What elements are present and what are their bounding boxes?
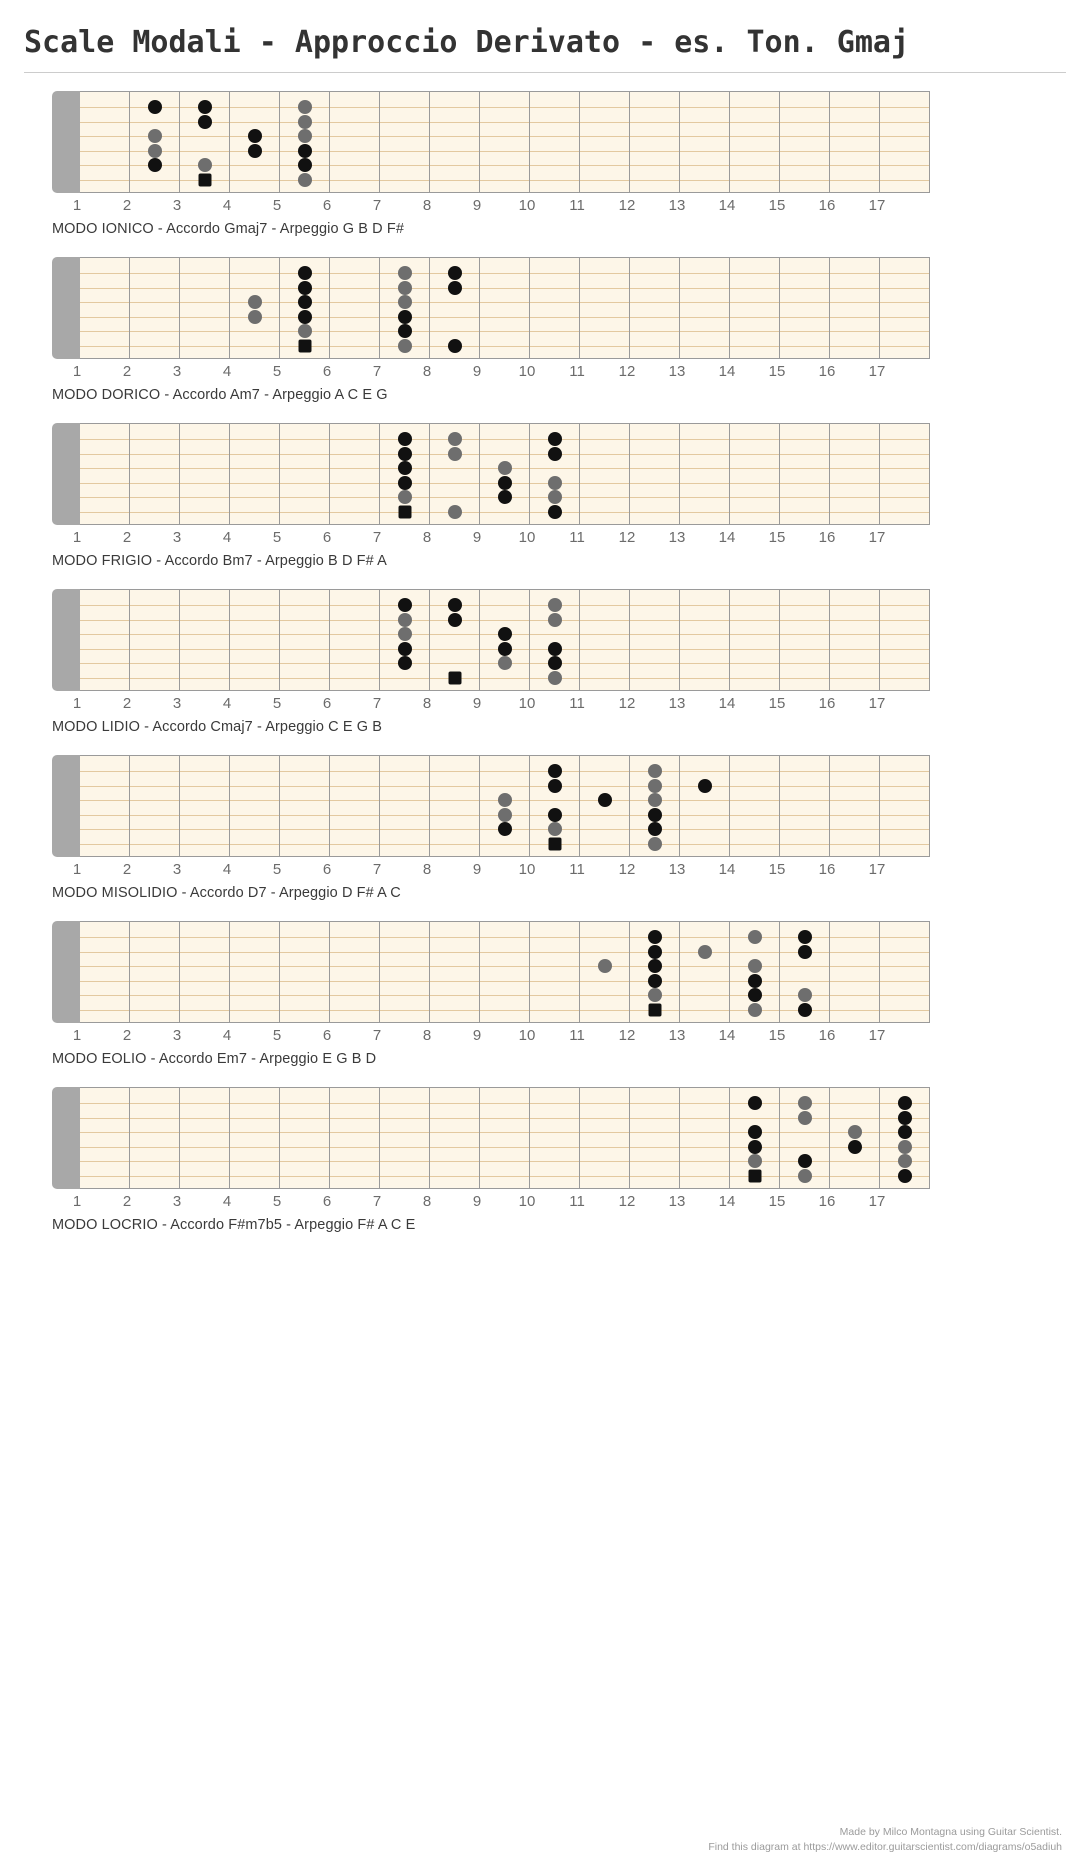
fretboard-diagram xyxy=(24,423,1066,569)
note-marker[interactable] xyxy=(648,959,662,973)
fret-number-row xyxy=(52,691,902,715)
fret-number: 8 xyxy=(422,1193,432,1211)
note-marker[interactable] xyxy=(398,490,412,504)
fret-number: 8 xyxy=(422,1027,432,1045)
fret-number: 9 xyxy=(472,861,482,879)
note-marker[interactable] xyxy=(299,339,312,352)
note-marker[interactable] xyxy=(448,447,462,461)
note-marker[interactable] xyxy=(448,598,462,612)
fret-number: 16 xyxy=(818,1027,836,1045)
fret-number: 5 xyxy=(272,197,282,215)
fret-number: 1 xyxy=(72,1027,82,1045)
note-marker[interactable] xyxy=(798,945,812,959)
fret-number: 10 xyxy=(518,695,536,713)
fret-number: 6 xyxy=(322,1193,332,1211)
fret-number: 15 xyxy=(768,1027,786,1045)
fret-number: 9 xyxy=(472,1027,482,1045)
fret-number: 17 xyxy=(868,529,886,547)
note-markers xyxy=(80,1088,929,1188)
diagram-caption: MODO IONICO - Accordo Gmaj7 - Arpeggio G B D F# xyxy=(52,221,404,238)
note-marker[interactable] xyxy=(298,100,312,114)
nut-block xyxy=(52,257,80,359)
fretboard-grid xyxy=(80,1087,930,1189)
fret-number: 4 xyxy=(222,695,232,713)
fret-number: 14 xyxy=(718,363,736,381)
fret-number: 12 xyxy=(618,363,636,381)
note-marker[interactable] xyxy=(749,1169,762,1182)
fretboard-diagram xyxy=(24,755,1066,901)
note-marker[interactable] xyxy=(448,613,462,627)
note-marker[interactable] xyxy=(898,1096,912,1110)
fret-number: 3 xyxy=(172,1193,182,1211)
fret-number: 10 xyxy=(518,1193,536,1211)
fret-number: 14 xyxy=(718,197,736,215)
nut-block xyxy=(52,921,80,1023)
note-marker[interactable] xyxy=(748,959,762,973)
fret-number: 14 xyxy=(718,861,736,879)
note-marker[interactable] xyxy=(548,808,562,822)
fret-number: 1 xyxy=(72,529,82,547)
fret-number: 8 xyxy=(422,695,432,713)
fretboard-diagram xyxy=(24,257,1066,403)
note-marker[interactable] xyxy=(548,490,562,504)
note-marker[interactable] xyxy=(548,447,562,461)
note-marker[interactable] xyxy=(398,324,412,338)
note-markers xyxy=(80,590,929,690)
note-marker[interactable] xyxy=(898,1140,912,1154)
fret-number: 5 xyxy=(272,529,282,547)
note-marker[interactable] xyxy=(198,100,212,114)
fret-number: 6 xyxy=(322,363,332,381)
note-markers xyxy=(80,922,929,1022)
fret-number: 10 xyxy=(518,861,536,879)
fretboard xyxy=(52,589,932,691)
fret-number: 17 xyxy=(868,363,886,381)
fret-number: 8 xyxy=(422,363,432,381)
fret-number: 6 xyxy=(322,197,332,215)
fret-number: 2 xyxy=(122,529,132,547)
fret-number: 17 xyxy=(868,1027,886,1045)
fret-number: 15 xyxy=(768,529,786,547)
note-marker[interactable] xyxy=(548,764,562,778)
note-marker[interactable] xyxy=(298,295,312,309)
fret-number: 3 xyxy=(172,1027,182,1045)
fret-number: 2 xyxy=(122,1027,132,1045)
note-marker[interactable] xyxy=(398,598,412,612)
fret-number: 11 xyxy=(569,1027,585,1045)
note-marker[interactable] xyxy=(748,1140,762,1154)
fret-number: 5 xyxy=(272,861,282,879)
note-marker[interactable] xyxy=(748,1096,762,1110)
fret-number: 14 xyxy=(718,1193,736,1211)
fret-number: 8 xyxy=(422,529,432,547)
note-marker[interactable] xyxy=(798,1003,812,1017)
note-marker[interactable] xyxy=(798,1154,812,1168)
footer-credit xyxy=(708,1825,1062,1855)
diagram-caption: MODO LOCRIO - Accordo F#m7b5 - Arpeggio F# A C E xyxy=(52,1217,416,1234)
note-markers xyxy=(80,424,929,524)
note-marker[interactable] xyxy=(498,627,512,641)
fret-number: 1 xyxy=(72,1193,82,1211)
note-marker[interactable] xyxy=(549,837,562,850)
fret-number: 16 xyxy=(818,861,836,879)
note-marker[interactable] xyxy=(298,173,312,187)
fret-number: 6 xyxy=(322,695,332,713)
fret-number: 7 xyxy=(372,861,382,879)
note-marker[interactable] xyxy=(298,144,312,158)
note-marker[interactable] xyxy=(498,490,512,504)
fret-line xyxy=(929,258,930,358)
fret-number: 15 xyxy=(768,861,786,879)
fret-number: 2 xyxy=(122,1193,132,1211)
diagram-list xyxy=(24,91,1066,1233)
note-marker[interactable] xyxy=(748,988,762,1002)
note-marker[interactable] xyxy=(298,158,312,172)
fretboard xyxy=(52,1087,932,1189)
fret-number: 14 xyxy=(718,529,736,547)
fret-number: 17 xyxy=(868,1193,886,1211)
fret-number-row xyxy=(52,359,902,383)
fretboard-grid xyxy=(80,921,930,1023)
note-marker[interactable] xyxy=(398,339,412,353)
fretboard-grid xyxy=(80,755,930,857)
note-marker[interactable] xyxy=(398,613,412,627)
note-marker[interactable] xyxy=(448,266,462,280)
fret-line xyxy=(929,92,930,192)
fret-line xyxy=(929,922,930,1022)
diagram-caption: MODO EOLIO - Accordo Em7 - Arpeggio E G B D xyxy=(52,1051,377,1068)
fret-number: 9 xyxy=(472,695,482,713)
note-marker[interactable] xyxy=(648,974,662,988)
fret-number: 11 xyxy=(569,529,585,547)
note-marker[interactable] xyxy=(498,808,512,822)
fret-number: 12 xyxy=(618,861,636,879)
fret-number: 9 xyxy=(472,363,482,381)
fret-number: 10 xyxy=(518,197,536,215)
note-marker[interactable] xyxy=(798,1169,812,1183)
note-marker[interactable] xyxy=(748,1125,762,1139)
diagram-caption: MODO DORICO - Accordo Am7 - Arpeggio A C E G xyxy=(52,387,388,404)
fret-number: 13 xyxy=(668,861,686,879)
fret-number: 12 xyxy=(618,695,636,713)
note-marker[interactable] xyxy=(498,656,512,670)
note-marker[interactable] xyxy=(598,959,612,973)
fret-number: 14 xyxy=(718,1027,736,1045)
fret-number-row xyxy=(52,857,902,881)
fretboard xyxy=(52,423,932,525)
note-marker[interactable] xyxy=(398,447,412,461)
note-marker[interactable] xyxy=(548,779,562,793)
note-marker[interactable] xyxy=(398,476,412,490)
fret-number: 7 xyxy=(372,529,382,547)
fret-number: 4 xyxy=(222,1193,232,1211)
fret-number: 13 xyxy=(668,197,686,215)
fret-number: 12 xyxy=(618,1193,636,1211)
note-marker[interactable] xyxy=(198,115,212,129)
fretboard xyxy=(52,257,932,359)
note-marker[interactable] xyxy=(198,158,212,172)
fret-number: 11 xyxy=(569,861,585,879)
note-marker[interactable] xyxy=(199,173,212,186)
fret-number: 17 xyxy=(868,695,886,713)
nut-block xyxy=(52,91,80,193)
fret-number: 6 xyxy=(322,861,332,879)
fret-number: 15 xyxy=(768,197,786,215)
note-marker[interactable] xyxy=(248,144,262,158)
note-marker[interactable] xyxy=(448,505,462,519)
nut-block xyxy=(52,423,80,525)
fret-number: 9 xyxy=(472,197,482,215)
nut-block xyxy=(52,1087,80,1189)
note-marker[interactable] xyxy=(448,281,462,295)
fret-number: 15 xyxy=(768,363,786,381)
note-marker[interactable] xyxy=(298,310,312,324)
fret-number: 17 xyxy=(868,197,886,215)
fret-number: 16 xyxy=(818,197,836,215)
fret-number: 1 xyxy=(72,363,82,381)
note-marker[interactable] xyxy=(748,1154,762,1168)
footer-diagram-link[interactable]: Find this diagram at https://www.editor.guitarscientist.com/diagrams/o5adiuh xyxy=(708,1840,1062,1853)
note-marker[interactable] xyxy=(898,1125,912,1139)
fret-number: 5 xyxy=(272,1027,282,1045)
fretboard-grid xyxy=(80,423,930,525)
diagram-caption: MODO MISOLIDIO - Accordo D7 - Arpeggio D F# A C xyxy=(52,885,401,902)
fret-number: 12 xyxy=(618,1027,636,1045)
note-marker[interactable] xyxy=(448,339,462,353)
fret-line xyxy=(929,756,930,856)
nut-block xyxy=(52,755,80,857)
fretboard-grid xyxy=(80,589,930,691)
note-marker[interactable] xyxy=(298,281,312,295)
nut-block xyxy=(52,589,80,691)
note-marker[interactable] xyxy=(748,1003,762,1017)
note-marker[interactable] xyxy=(548,822,562,836)
fret-number: 17 xyxy=(868,861,886,879)
fret-number: 3 xyxy=(172,197,182,215)
note-marker[interactable] xyxy=(598,793,612,807)
note-markers xyxy=(80,92,929,192)
note-marker[interactable] xyxy=(748,930,762,944)
fret-number: 15 xyxy=(768,1193,786,1211)
fret-number: 15 xyxy=(768,695,786,713)
fret-number: 2 xyxy=(122,695,132,713)
note-marker[interactable] xyxy=(648,779,662,793)
fret-number: 3 xyxy=(172,695,182,713)
note-marker[interactable] xyxy=(398,656,412,670)
fret-number: 3 xyxy=(172,363,182,381)
fret-number: 3 xyxy=(172,529,182,547)
fret-number: 1 xyxy=(72,197,82,215)
fret-number: 16 xyxy=(818,695,836,713)
fretboard-grid xyxy=(80,257,930,359)
note-marker[interactable] xyxy=(698,945,712,959)
fret-number: 13 xyxy=(668,1027,686,1045)
note-marker[interactable] xyxy=(498,476,512,490)
fret-number: 11 xyxy=(569,197,585,215)
fret-number: 16 xyxy=(818,1193,836,1211)
fret-number: 12 xyxy=(618,529,636,547)
note-marker[interactable] xyxy=(898,1169,912,1183)
fretboard-grid xyxy=(80,91,930,193)
fret-number-row xyxy=(52,1189,902,1213)
note-markers xyxy=(80,756,929,856)
note-marker[interactable] xyxy=(248,295,262,309)
fret-number-row xyxy=(52,193,902,217)
note-marker[interactable] xyxy=(798,1096,812,1110)
note-marker[interactable] xyxy=(648,764,662,778)
note-marker[interactable] xyxy=(548,671,562,685)
note-marker[interactable] xyxy=(298,115,312,129)
fretboard-diagram xyxy=(24,1087,1066,1233)
fret-number: 9 xyxy=(472,529,482,547)
note-marker[interactable] xyxy=(548,656,562,670)
note-marker[interactable] xyxy=(148,144,162,158)
note-marker[interactable] xyxy=(648,945,662,959)
note-marker[interactable] xyxy=(649,1003,662,1016)
note-marker[interactable] xyxy=(148,158,162,172)
note-marker[interactable] xyxy=(498,461,512,475)
note-marker[interactable] xyxy=(298,129,312,143)
fret-number: 10 xyxy=(518,363,536,381)
fret-number: 10 xyxy=(518,529,536,547)
fret-number: 4 xyxy=(222,529,232,547)
note-marker[interactable] xyxy=(248,129,262,143)
fret-number-row xyxy=(52,1023,902,1047)
fret-number: 7 xyxy=(372,695,382,713)
fret-number: 13 xyxy=(668,1193,686,1211)
diagram-caption: MODO LIDIO - Accordo Cmaj7 - Arpeggio C E G B xyxy=(52,719,383,736)
note-marker[interactable] xyxy=(398,627,412,641)
note-marker[interactable] xyxy=(648,988,662,1002)
fretboard xyxy=(52,921,932,1023)
note-marker[interactable] xyxy=(248,310,262,324)
note-marker[interactable] xyxy=(448,432,462,446)
fret-number: 4 xyxy=(222,861,232,879)
fretboard xyxy=(52,91,932,193)
fret-number: 9 xyxy=(472,1193,482,1211)
fret-number: 12 xyxy=(618,197,636,215)
note-marker[interactable] xyxy=(148,129,162,143)
fretboard-diagram xyxy=(24,589,1066,735)
note-marker[interactable] xyxy=(648,930,662,944)
fret-number: 11 xyxy=(569,1193,585,1211)
fret-number: 6 xyxy=(322,1027,332,1045)
note-marker[interactable] xyxy=(648,822,662,836)
note-marker[interactable] xyxy=(548,613,562,627)
note-marker[interactable] xyxy=(548,505,562,519)
fretboard xyxy=(52,755,932,857)
fret-number-row xyxy=(52,525,902,549)
fret-number: 5 xyxy=(272,1193,282,1211)
note-marker[interactable] xyxy=(498,822,512,836)
note-marker[interactable] xyxy=(498,793,512,807)
note-marker[interactable] xyxy=(298,266,312,280)
fret-number: 7 xyxy=(372,1193,382,1211)
note-marker[interactable] xyxy=(148,100,162,114)
note-marker[interactable] xyxy=(548,432,562,446)
fret-number: 5 xyxy=(272,695,282,713)
note-marker[interactable] xyxy=(548,598,562,612)
note-markers xyxy=(80,258,929,358)
note-marker[interactable] xyxy=(848,1125,862,1139)
note-marker[interactable] xyxy=(298,324,312,338)
title-divider xyxy=(24,72,1066,73)
fret-number: 2 xyxy=(122,861,132,879)
note-marker[interactable] xyxy=(898,1154,912,1168)
note-marker[interactable] xyxy=(548,642,562,656)
note-marker[interactable] xyxy=(798,1111,812,1125)
fret-number: 8 xyxy=(422,197,432,215)
fret-number: 13 xyxy=(668,695,686,713)
fret-line xyxy=(929,590,930,690)
fret-number: 4 xyxy=(222,363,232,381)
fret-number: 16 xyxy=(818,363,836,381)
fret-number: 2 xyxy=(122,363,132,381)
note-marker[interactable] xyxy=(548,476,562,490)
fret-number: 1 xyxy=(72,695,82,713)
note-marker[interactable] xyxy=(398,295,412,309)
fret-number: 7 xyxy=(372,363,382,381)
fret-number: 13 xyxy=(668,363,686,381)
fret-number: 4 xyxy=(222,197,232,215)
note-marker[interactable] xyxy=(798,930,812,944)
fret-number: 4 xyxy=(222,1027,232,1045)
note-marker[interactable] xyxy=(748,974,762,988)
fret-number: 6 xyxy=(322,529,332,547)
fret-number: 5 xyxy=(272,363,282,381)
fret-number: 11 xyxy=(569,695,585,713)
note-marker[interactable] xyxy=(648,793,662,807)
note-marker[interactable] xyxy=(398,642,412,656)
fret-number: 14 xyxy=(718,695,736,713)
fret-number: 2 xyxy=(122,197,132,215)
fret-number: 8 xyxy=(422,861,432,879)
diagram-caption: MODO FRIGIO - Accordo Bm7 - Arpeggio B D F# A xyxy=(52,553,387,570)
note-marker[interactable] xyxy=(398,432,412,446)
fret-number: 16 xyxy=(818,529,836,547)
note-marker[interactable] xyxy=(449,671,462,684)
page-title: Scale Modali - Approccio Derivato - es. Ton. Gmaj xyxy=(24,25,910,60)
fret-number: 10 xyxy=(518,1027,536,1045)
footer-made-by: Made by Milco Montagna using Guitar Scientist. xyxy=(839,1825,1062,1838)
fret-number: 11 xyxy=(569,363,585,381)
fretboard-diagram xyxy=(24,91,1066,237)
note-marker[interactable] xyxy=(398,310,412,324)
note-marker[interactable] xyxy=(398,281,412,295)
fret-number: 13 xyxy=(668,529,686,547)
note-marker[interactable] xyxy=(648,808,662,822)
note-marker[interactable] xyxy=(399,505,412,518)
fret-number: 3 xyxy=(172,861,182,879)
fretboard-diagram xyxy=(24,921,1066,1067)
note-marker[interactable] xyxy=(898,1111,912,1125)
note-marker[interactable] xyxy=(648,837,662,851)
fret-line xyxy=(929,424,930,524)
note-marker[interactable] xyxy=(848,1140,862,1154)
note-marker[interactable] xyxy=(398,461,412,475)
note-marker[interactable] xyxy=(498,642,512,656)
note-marker[interactable] xyxy=(398,266,412,280)
fret-number: 7 xyxy=(372,1027,382,1045)
fret-number: 1 xyxy=(72,861,82,879)
fret-line xyxy=(929,1088,930,1188)
note-marker[interactable] xyxy=(698,779,712,793)
fret-number: 7 xyxy=(372,197,382,215)
note-marker[interactable] xyxy=(798,988,812,1002)
